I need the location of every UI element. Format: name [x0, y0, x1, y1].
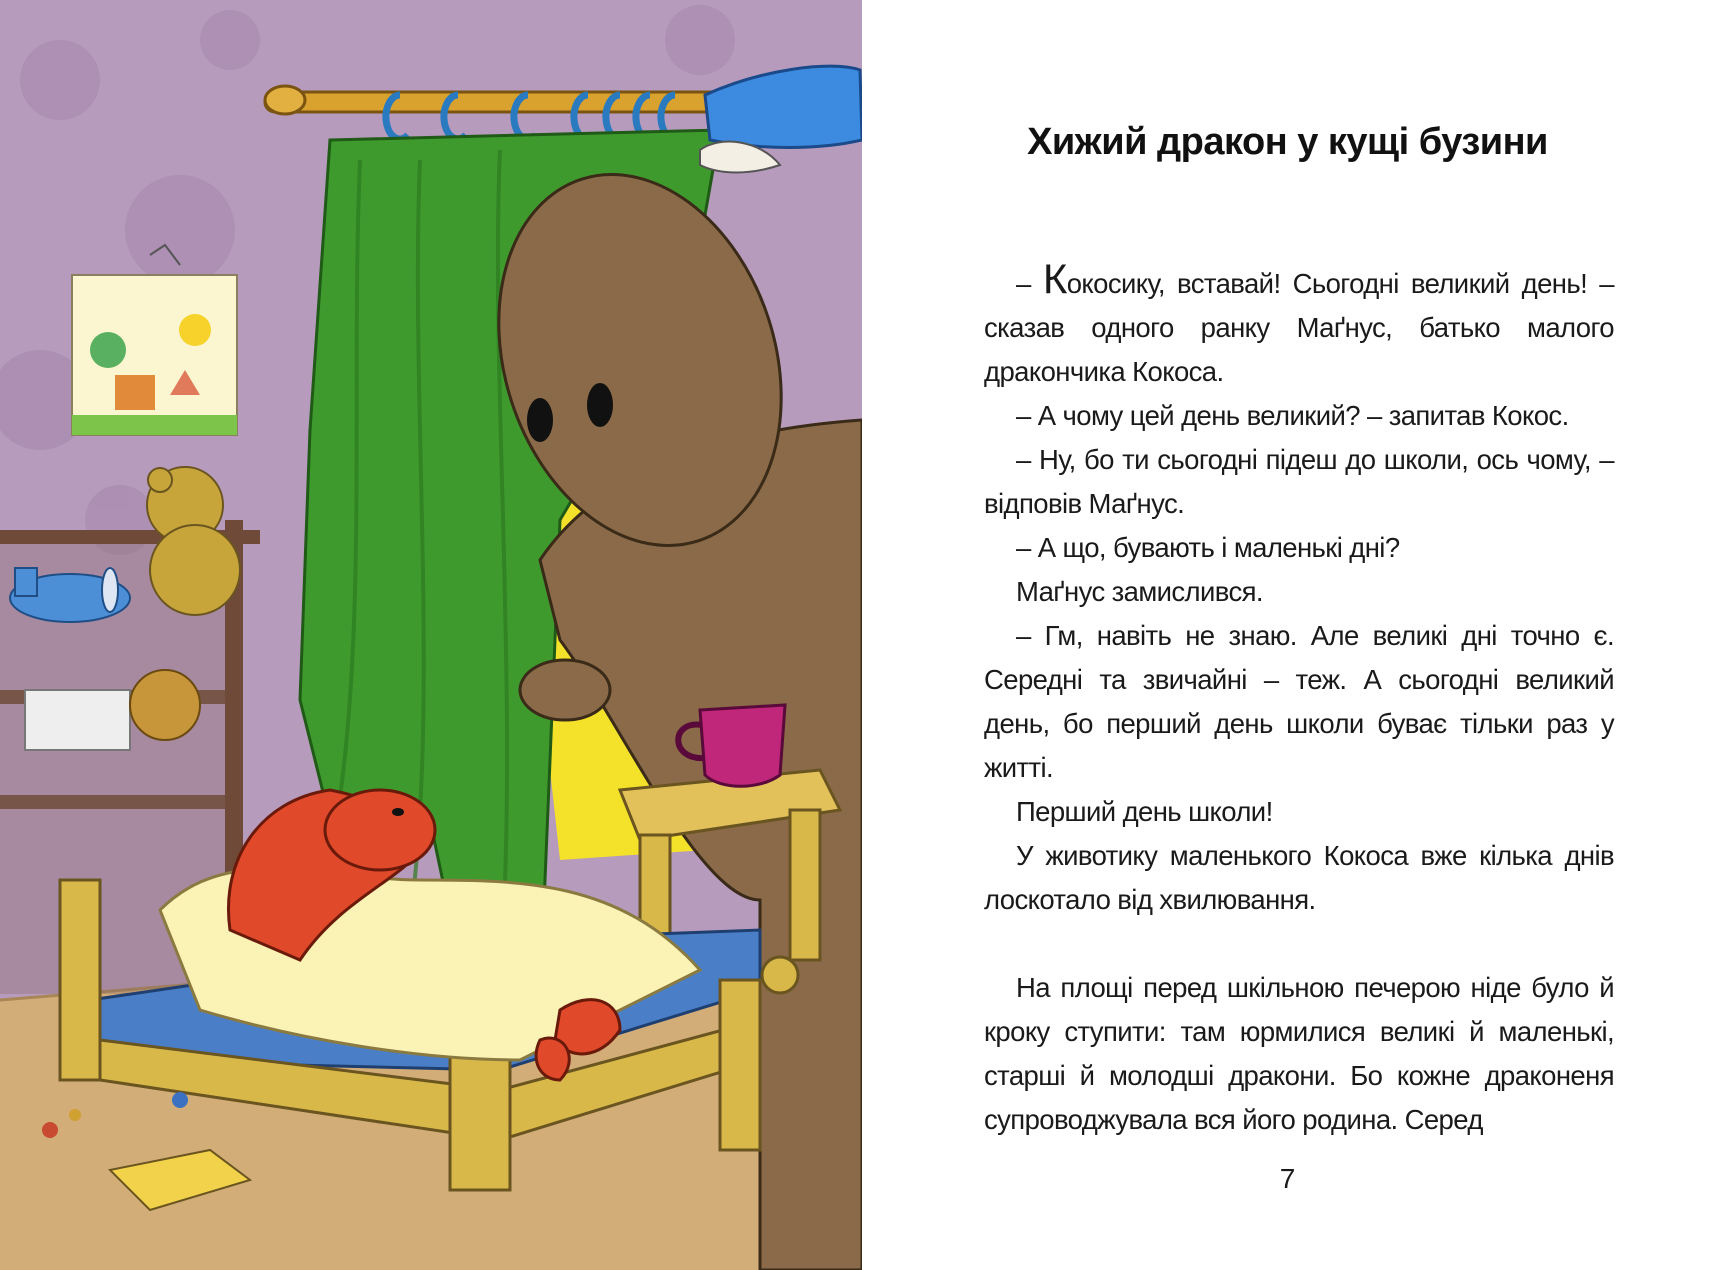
paragraph-8: У животику маленького Кокоса вже кілька днів лоскотало від хвилювання.	[984, 840, 1614, 915]
toy-plane	[10, 568, 130, 622]
paragraph-3: – Ну, бо ти сьогодні підеш до школи, ось чому, – відповів Маґнус.	[984, 444, 1614, 519]
chapter-title: Хижий дракон у кущі бузини	[1027, 121, 1548, 163]
drop-cap: К	[1042, 255, 1067, 302]
page-number: 7	[1279, 1163, 1296, 1194]
paragraph-5: Маґнус замислився.	[1016, 576, 1263, 607]
paragraph-2: – А чому цей день великий? – запитав Кокос.	[1016, 400, 1569, 431]
paragraph-1: – Кокосику, вставай! Сьогодні великий день! – сказав одного ранку Маґнус, батько малого дракончика Кокоса.	[984, 255, 1614, 387]
ball	[130, 670, 200, 740]
paragraph-6: – Гм, навіть не знаю. Але великі дні точно є. Середні та звичайні – теж. А сьогодні великий день, бо перший день школи буває тільки раз у житті.	[984, 620, 1614, 783]
paragraph-7: Перший день школи!	[1016, 796, 1273, 827]
text-page	[862, 0, 1713, 1270]
story-text	[984, 255, 1614, 1142]
toy-box	[25, 690, 130, 750]
paragraph-4: – А що, бувають і маленькі дні?	[1016, 532, 1400, 563]
paragraph-9: На площі перед шкільною печерою ніде було й кроку ступити: там юрмилися великі й маленькі, старші й молодші дракони. Бо кожне драконеня супроводжувала вся його родина. Серед	[984, 972, 1614, 1135]
